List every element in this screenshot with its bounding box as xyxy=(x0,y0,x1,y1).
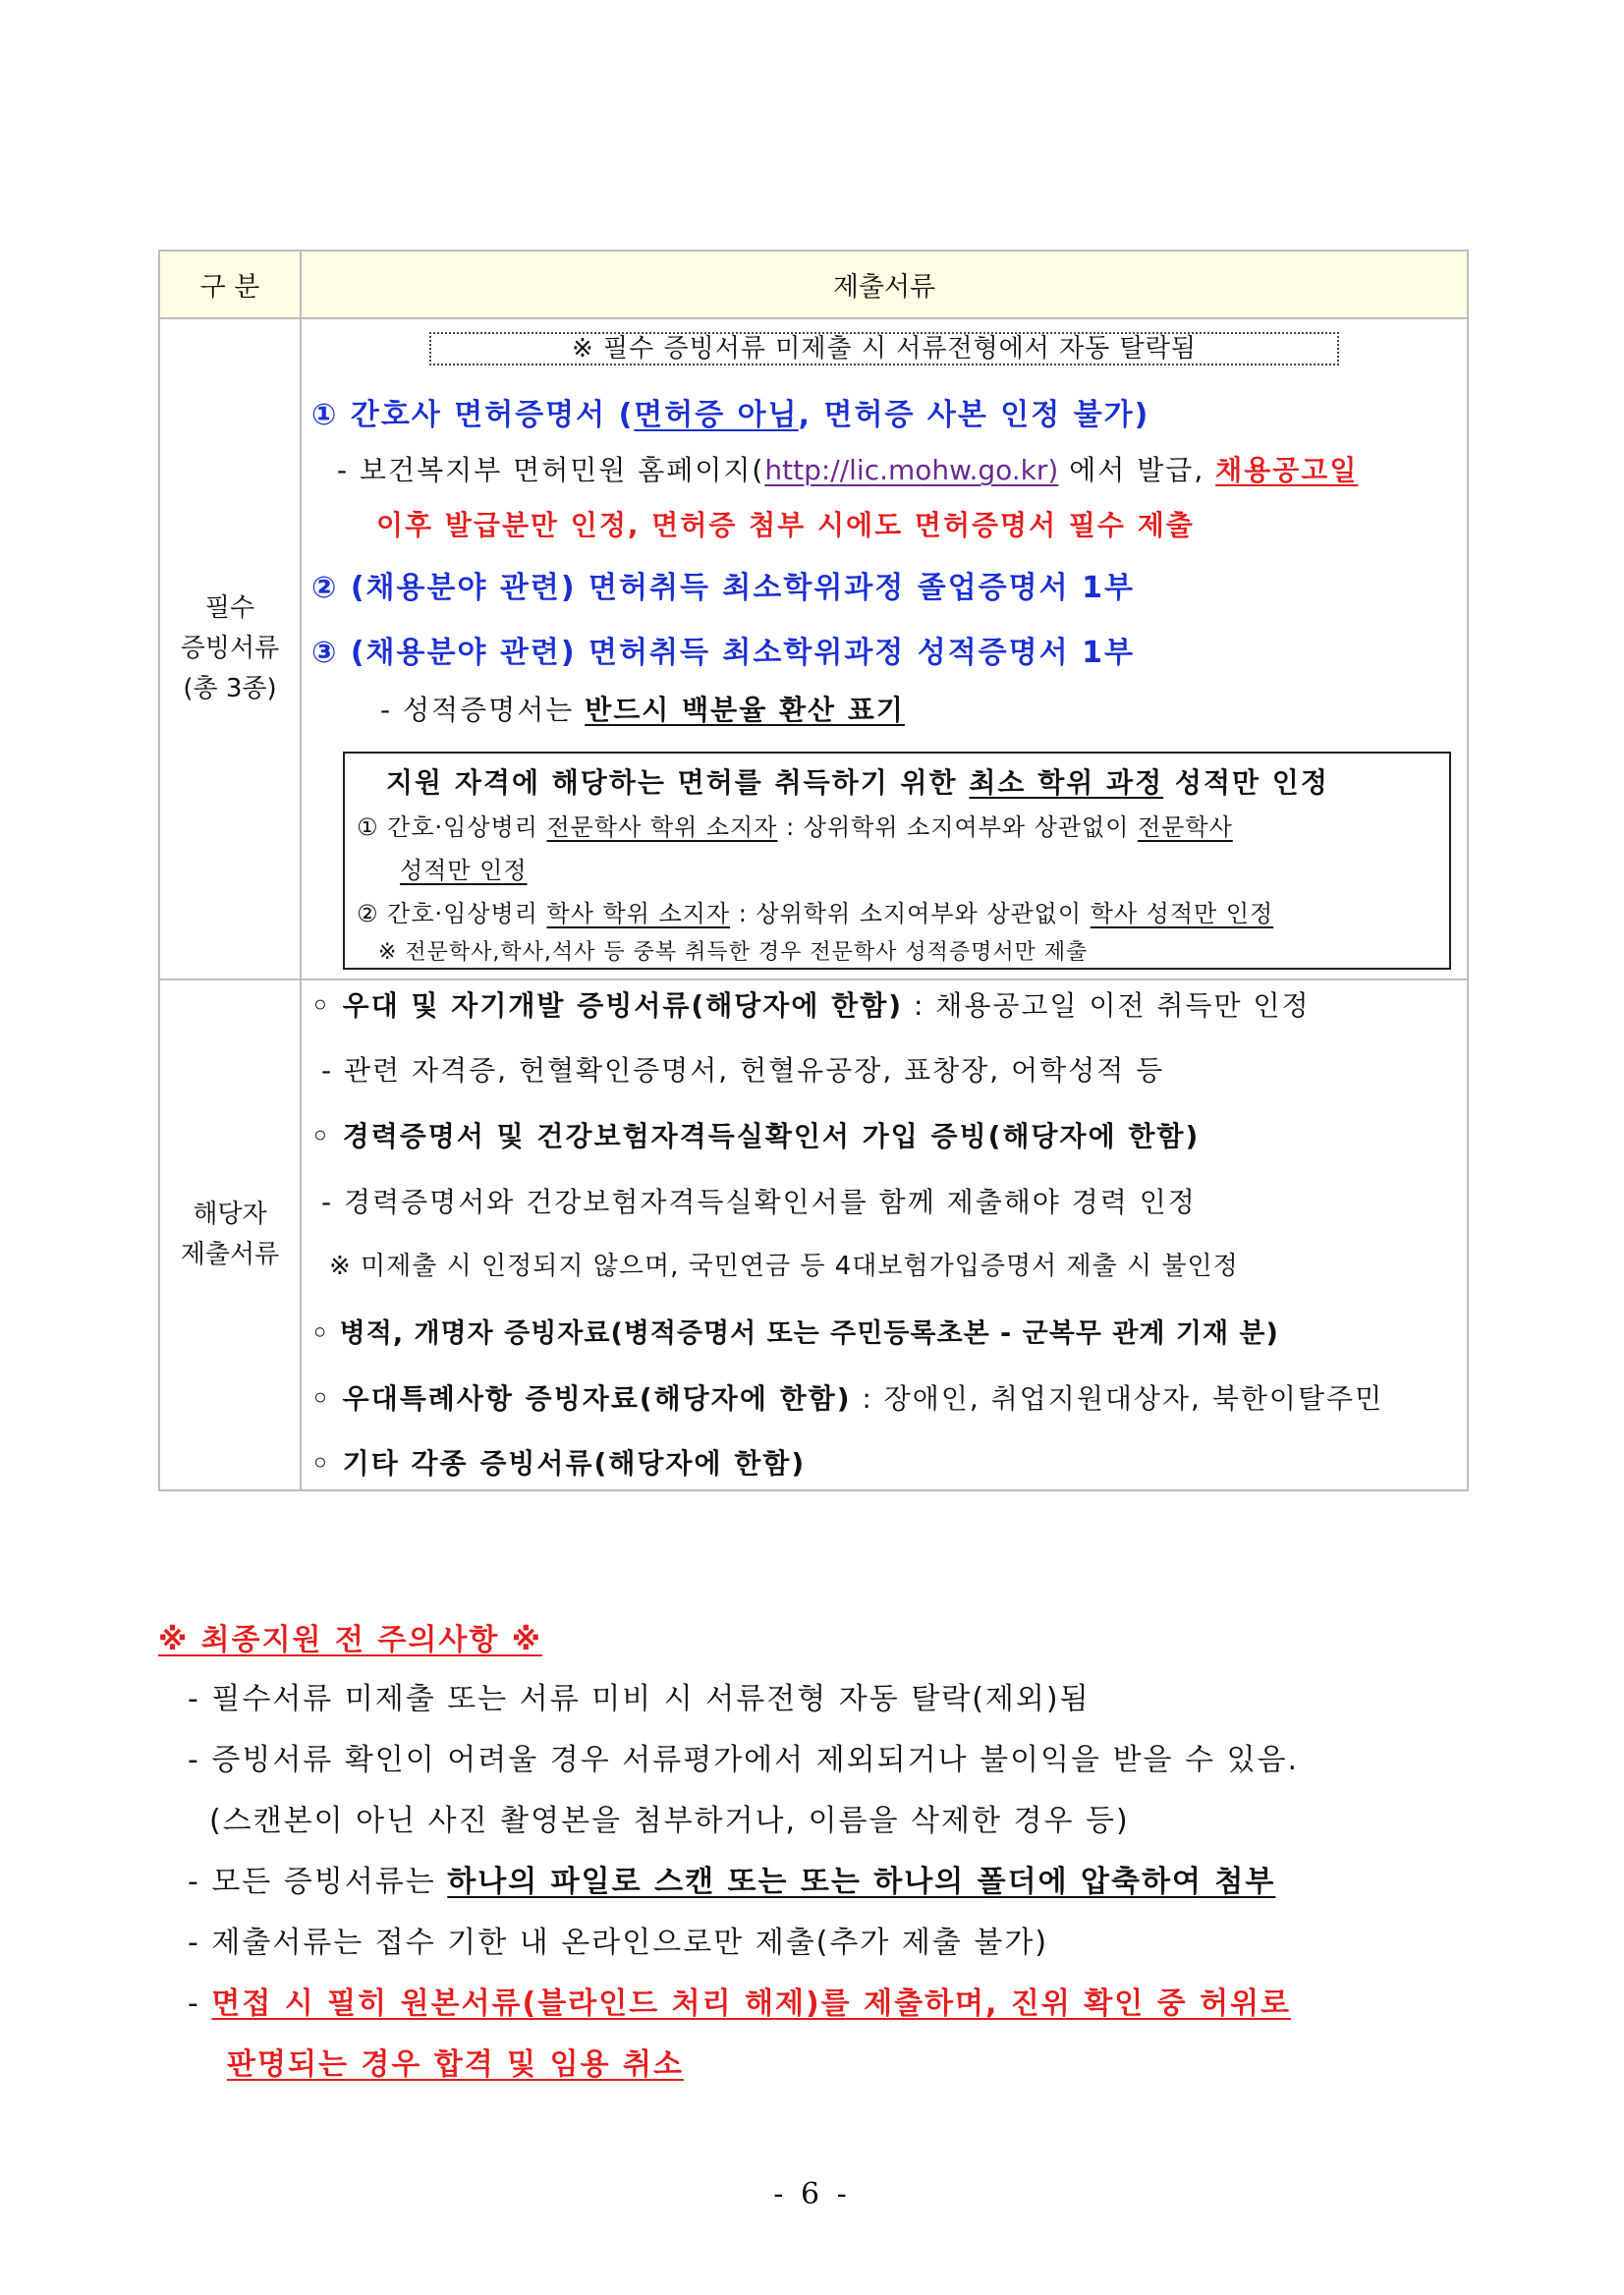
optional-line-3: ◦ 경력증명서 및 건강보험자격득실확인서 가입 증빙(해당자에 한함) xyxy=(311,1120,1201,1152)
auto-reject-notice: ※ 필수 증빙서류 미제출 시 서류전형에서 자동 탈락됨 xyxy=(429,332,1339,365)
header-category: 구 분 xyxy=(159,251,301,318)
caution-item-5: - 면접 시 필히 원본서류(블라인드 처리 해제)를 제출하며, 진위 확인 중 허위로 xyxy=(188,1987,1292,2021)
table-header-row xyxy=(159,251,1468,318)
optional-line-2: - 관련 자격증, 헌혈확인증명서, 헌혈유공장, 표창장, 어학성적 등 xyxy=(321,1054,1165,1087)
required-item-2: ② (채용분야 관련) 면허취득 최소학위과정 졸업증명서 1부 xyxy=(311,571,1135,605)
optional-line-4: - 경력증명서와 건강보험자격득실확인서를 함께 제출해야 경력 인정 xyxy=(321,1186,1197,1218)
required-item-3: ③ (채용분야 관련) 면허취득 최소학위과정 성적증명서 1부 xyxy=(311,636,1135,670)
optional-line-6: ◦ 병적, 개명자 증빙자료(병적증명서 또는 주민등록초본 - 군복무 관계 기재 분) xyxy=(311,1318,1279,1349)
required-documents xyxy=(301,318,1468,980)
optional-documents xyxy=(301,980,1468,1490)
required-row xyxy=(159,318,1468,980)
grade-policy-line-1-cont: 성적만 인정 xyxy=(400,857,528,884)
optional-line-5: ※ 미제출 시 인정되지 않으며, 국민연금 등 4대보험가입증명서 제출 시 불인정 xyxy=(329,1252,1239,1281)
caution-item-1: - 필수서류 미제출 또는 서류 미비 시 서류전형 자동 탈락(제외)됨 xyxy=(188,1682,1091,1716)
optional-line-1: ◦ 우대 및 자기개발 증빙서류(해당자에 한함) : 채용공고일 이전 취득만 인정 xyxy=(311,989,1311,1022)
optional-line-7: ◦ 우대특례사항 증빙자료(해당자에 한함) : 장애인, 취업지원대상자, 북한이탈주민 xyxy=(311,1382,1384,1415)
required-item-3-note: - 성적증명서는 반드시 백분율 환산 표기 xyxy=(380,694,905,726)
required-category-line: 필수 xyxy=(204,593,255,623)
required-item-1-note-cont: 이후 발급분만 인정, 면허증 첨부 시에도 면허증명서 필수 제출 xyxy=(376,509,1195,541)
documents-table xyxy=(158,250,1469,1491)
caution-title: ※ 최종지원 전 주의사항 ※ xyxy=(158,1623,542,1657)
page-number: - 6 - xyxy=(773,2177,851,2211)
grade-policy-line-1: ① 간호·임상병리 전문학사 학위 소지자 : 상위학위 소지여부와 상관없이 전문학사 xyxy=(357,813,1233,841)
optional-category-line: 제출서류 xyxy=(180,1240,280,1269)
header-documents: 제출서류 xyxy=(301,251,1468,318)
grade-policy-line-3: ※ 전문학사,학사,석사 등 중복 취득한 경우 전문학사 성적증명서만 제출 xyxy=(378,940,1089,965)
caution-item-3: - 모든 증빙서류는 하나의 파일로 스캔 또는 또는 하나의 폴더에 압축하여 첨부 xyxy=(188,1865,1276,1899)
mohw-license-link[interactable]: http://lic.mohw.go.kr) xyxy=(764,454,1059,486)
required-category xyxy=(159,318,301,980)
caution-item-5-cont: 판명되는 경우 합격 및 임용 취소 xyxy=(227,2047,684,2082)
optional-row xyxy=(159,980,1468,1490)
caution-item-4: - 제출서류는 접수 기한 내 온라인으로만 제출(추가 제출 불가) xyxy=(188,1926,1049,1960)
grade-policy-box xyxy=(343,752,1451,970)
grade-policy-title: 지원 자격에 해당하는 면허를 취득하기 위한 최소 학위 과정 성적만 인정 xyxy=(386,766,1329,799)
optional-line-8: ◦ 기타 각종 증빙서류(해당자에 한함) xyxy=(311,1447,807,1480)
required-item-1: ① 간호사 면허증명서 (면허증 아님, 면허증 사본 인정 불가) xyxy=(311,398,1150,432)
required-category-line: 증빙서류 xyxy=(180,634,280,663)
caution-item-2: - 증빙서류 확인이 어려울 경우 서류평가에서 제외되거나 불이익을 받을 수 있음. xyxy=(188,1743,1300,1777)
optional-category xyxy=(159,980,301,1490)
required-item-1-note: - 보건복지부 면허민원 홈페이지(http://lic.mohw.go.kr) 에서 발급, 채용공고일 xyxy=(337,454,1359,486)
required-category-line: (총 3종) xyxy=(183,674,277,703)
optional-category-line: 해당자 xyxy=(193,1200,267,1229)
caution-item-2-cont: (스캔본이 아닌 사진 촬영본을 첨부하거나, 이름을 삭제한 경우 등) xyxy=(209,1804,1130,1838)
grade-policy-line-2: ② 간호·임상병리 학사 학위 소지자 : 상위학위 소지여부와 상관없이 학사 성적만 인정 xyxy=(357,900,1274,927)
